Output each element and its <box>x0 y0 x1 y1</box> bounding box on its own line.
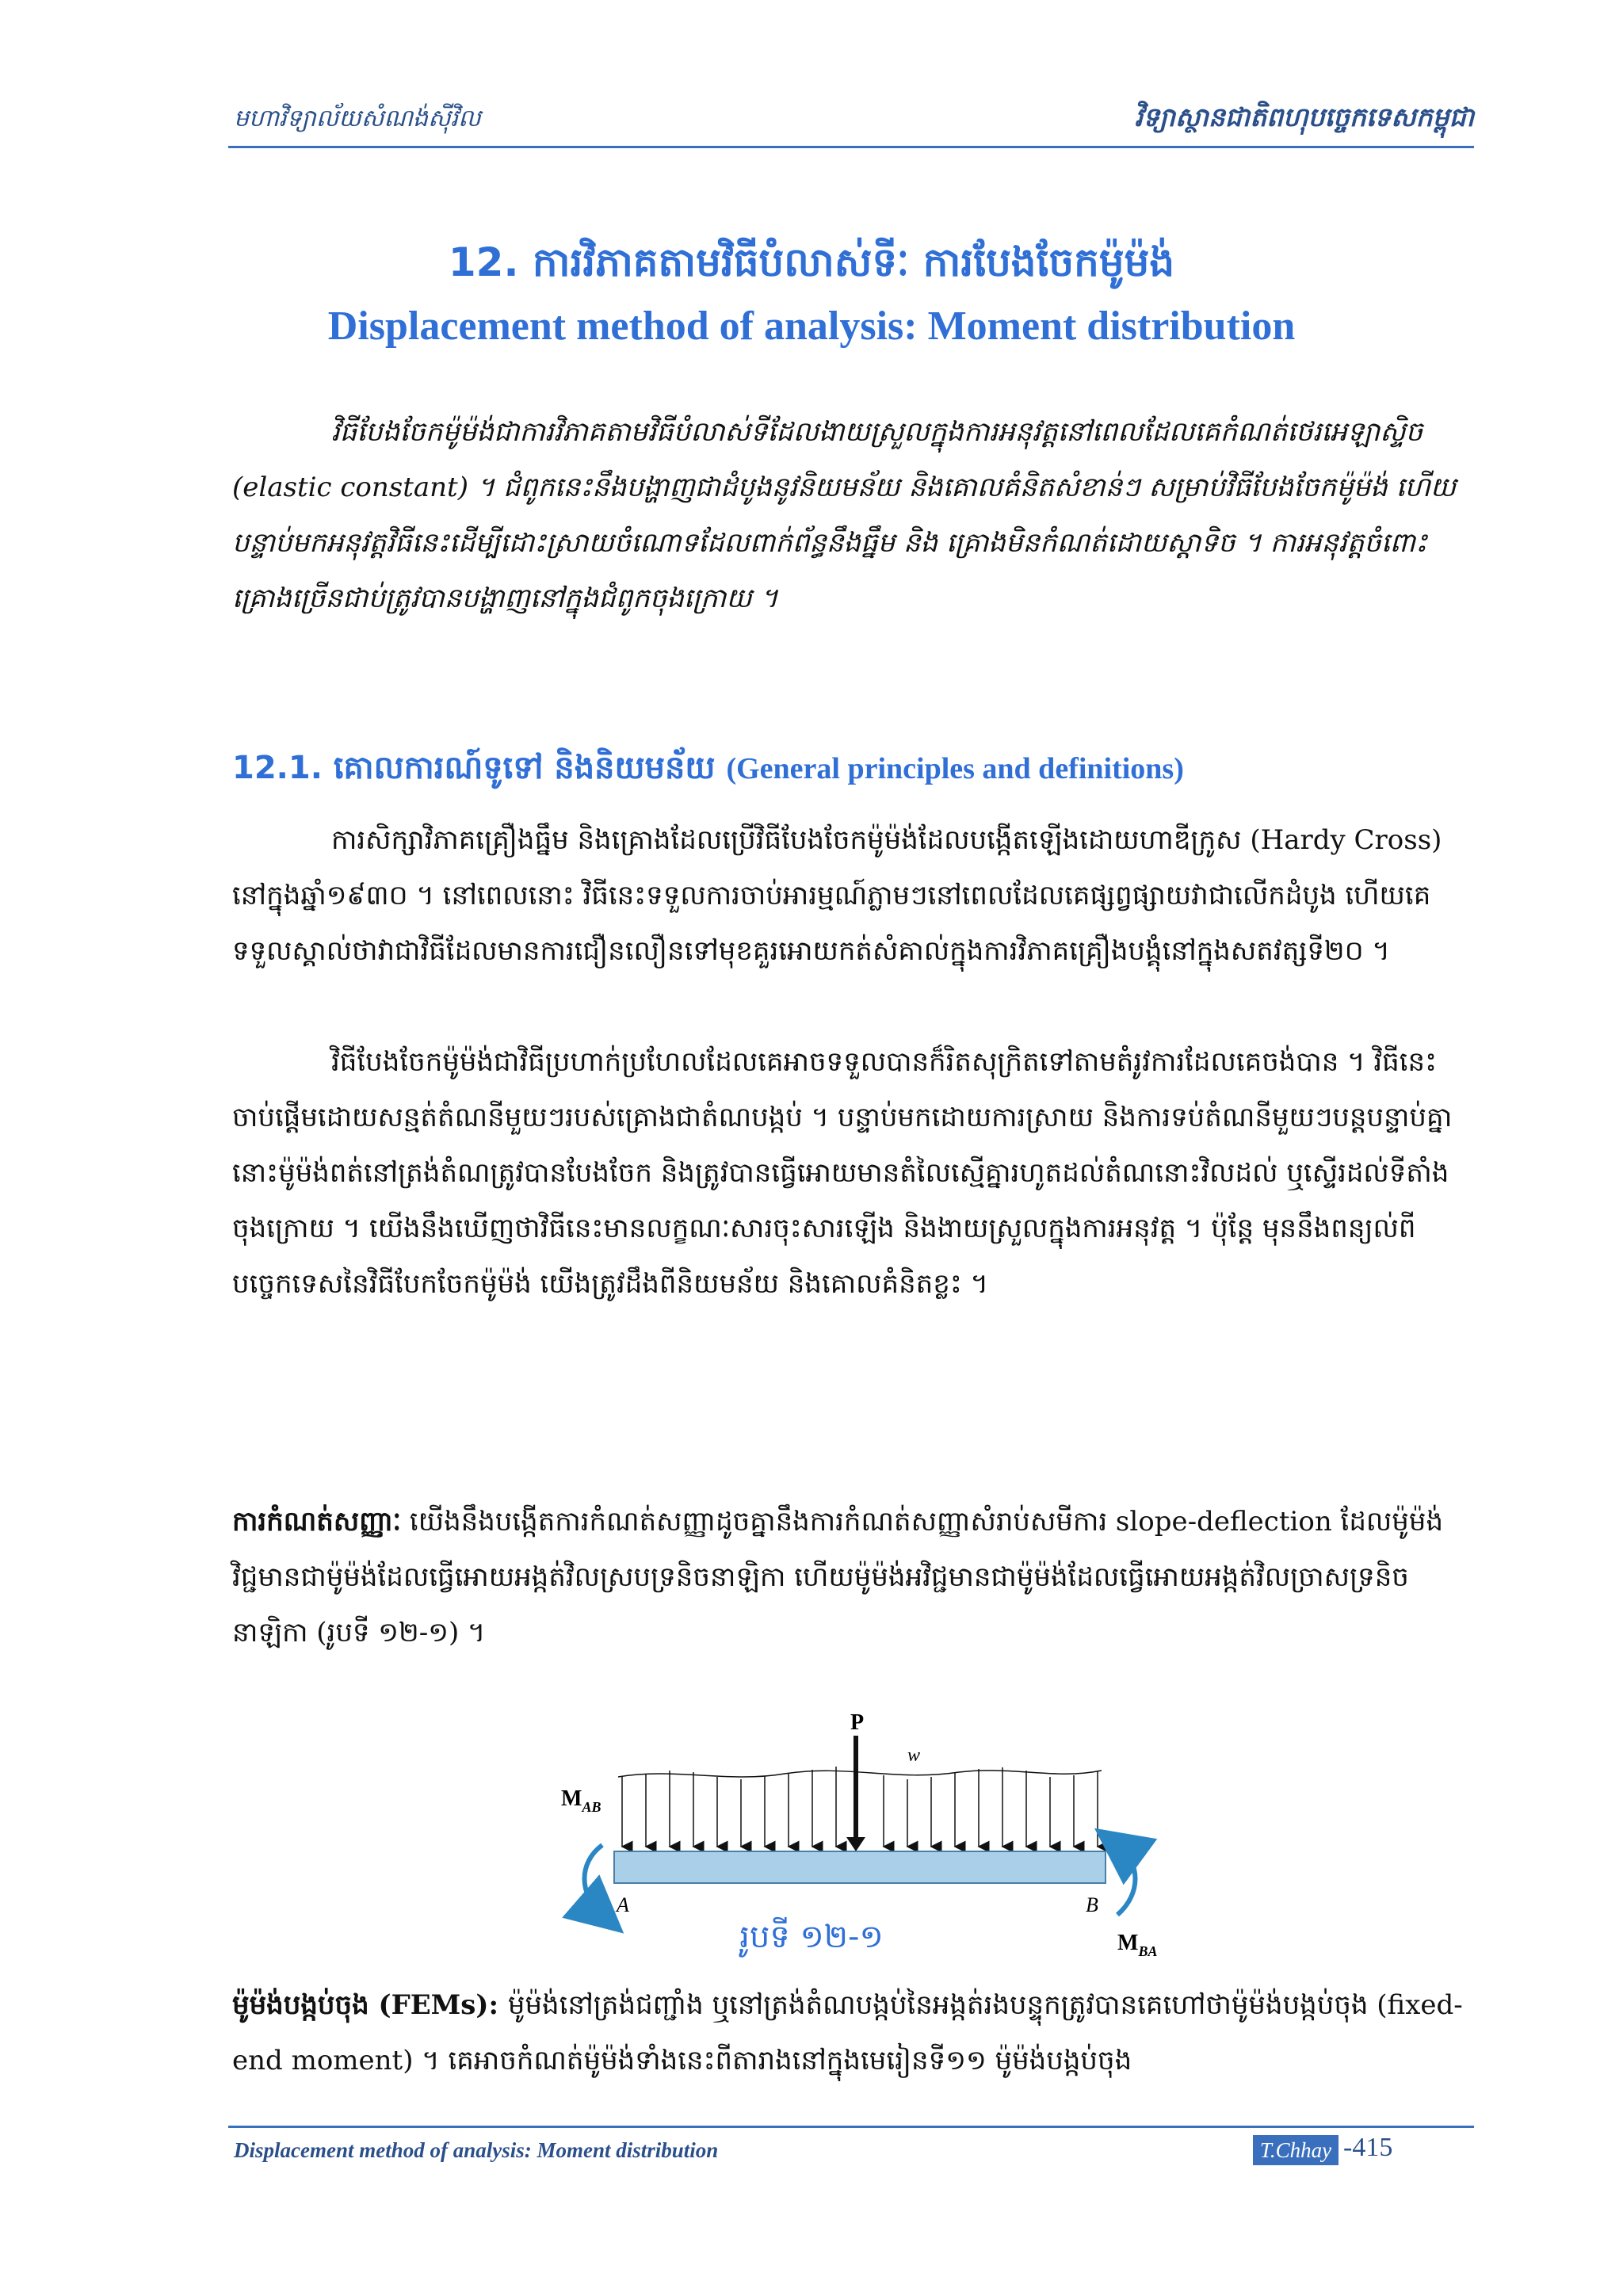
fem-term: ម៉ូម៉ង់បង្កប់ចុង <box>232 1989 369 2021</box>
paragraph-history <box>232 812 1472 979</box>
chapter-title-khmer: 12. ការវិភាគតាមវិធីបំលាស់ទីៈ ការបែងចែកម៉ូម៉ង់ <box>448 239 1175 285</box>
fem-text: ម៉ូម៉ង់នៅត្រង់ជញ្ជាំង ឬនៅត្រង់តំណបង្កប់នៃអង្កត់រងបន្ទុកត្រូវបានគេហៅថាម៉ូម៉ង់បង្កប់ចុង (fixed-end moment) ។ គេអាចកំណត់ម៉ូម៉ង់ទាំងនេះពីតារាងនៅក្នុងមេរៀនទី១១ ម៉ូម៉ង់បង្កប់ចុង <box>232 1989 1463 2076</box>
moment-ba-arrow <box>1117 1845 1136 1915</box>
moment-ba-label: $M_{BA}$ <box>1117 1931 1158 1959</box>
header-institute: វិទ្យាស្ថានជាតិពហុបច្ចេកទេសកម្ពុជា <box>1134 101 1474 132</box>
header-rule <box>228 146 1474 148</box>
moment-ab-label: $M_{AB}$ <box>561 1786 601 1815</box>
node-b-label: B <box>1086 1893 1098 1916</box>
node-a-label: A <box>617 1893 629 1916</box>
chapter-title-english: Displacement method of analysis: Moment distribution <box>327 304 1296 349</box>
paragraph-sign-convention <box>232 1494 1472 1660</box>
distributed-load-curve <box>618 1771 1102 1777</box>
section-title-english: (General principles and definitions) <box>726 752 1184 785</box>
figure-caption: រូបទី ១២-១ <box>739 1919 884 1955</box>
paragraph-fixed-end-moments <box>232 1977 1472 2088</box>
sign-convention-text: យើងនឹងបង្កើតការកំណត់សញ្ញាដូចគ្នានឹងការកំណត់សញ្ញាសំរាប់សមីការ slope-deflection ដែលម៉ូម៉ង់វិជ្ជមានជាម៉ូម៉ង់ដែលធ្វើអោយអង្កត់វិលស្របទ្រនិចនាឡិកា ហើយម៉ូម៉ង់អវិជ្ជមានជាម៉ូម៉ង់ដែលធ្វើអោយអង្កត់វិលច្រាសទ្រនិចនាឡិកា (រូបទី ១២-១) ។ <box>232 1506 1444 1648</box>
intro-paragraph <box>232 404 1472 626</box>
distributed-load-label: w <box>907 1745 921 1766</box>
footer-page-number: -415 <box>1343 2133 1393 2162</box>
fem-abbreviation: (FEMs): <box>369 1989 508 2021</box>
footer-chapter-title: Displacement method of analysis: Moment distribution <box>234 2138 719 2162</box>
paragraph-method-text: វិធីបែងចែកម៉ូម៉ង់ជាវិធីប្រហាក់ប្រហែលដែលគេអាចទទួលបានក៏រិតសុក្រិតទៅតាមតំរូវការដែលគេចង់បាន ។ វិធីនេះចាប់ផ្តើមដោយសន្មត់តំណនីមួយៗរបស់គ្រោងជាតំណបង្កប់ ។ បន្ទាប់មកដោយការស្រាយ និងការទប់តំណនីមួយៗបន្តបន្ទាប់គ្នា នោះម៉ូម៉ង់ពត់នៅត្រង់តំណត្រូវបានបែងចែក និងត្រូវបានធ្វើអោយមានតំលៃស្មើគ្នារហូតដល់តំណនោះវិលដល់ ឬស្ទើរដល់ទីតាំងចុងក្រោយ ។ យើងនឹងឃើញថាវិធីនេះមានលក្ខណៈសារចុះសារឡើង និងងាយស្រួលក្នុងការអនុវត្ត ។ ប៉ុន្តែ មុននឹងពន្យល់ពីបច្ចេកទេសនៃវិធីបែកចែកម៉ូម៉ង់ យើងត្រូវដឹងពីនិយមន័យ និងគោលគំនិតខ្លះ ។ <box>232 1046 1453 1300</box>
point-load-label: P <box>850 1710 865 1735</box>
beam-member <box>614 1851 1106 1883</box>
paragraph-method <box>232 1034 1472 1312</box>
section-title: 12.1. គោលការណ៍ទូទៅ និងនិយមន័យ <box>232 750 716 786</box>
header-faculty: មហាវិទ្យាល័យសំណង់ស៊ីវិល <box>234 105 481 132</box>
footer-author-badge: T.Chhay <box>1253 2135 1338 2165</box>
distributed-load-arrows <box>622 1767 1098 1847</box>
sign-convention-term: ការកំណត់សញ្ញាៈ <box>232 1506 402 1538</box>
moment-ab-arrow <box>585 1845 603 1915</box>
paragraph-history-text: ការសិក្សាវិភាគគ្រឿងធ្នឹម និងគ្រោងដែលប្រើវិធីបែងចែកម៉ូម៉ង់ដែលបង្កើតឡើងដោយហាឌីក្រូស (Hardy Cross) នៅក្នុងឆ្នាំ១៩៣០ ។ នៅពេលនោះ វិធីនេះទទួលការចាប់អារម្មណ៍ភ្លាមៗនៅពេលដែលគេផ្សព្វផ្សាយវាជាលើកដំបូង ហើយគេទទួលស្គាល់ថាវាជាវិធីដែលមានការជឿនលឿនទៅមុខគួរអោយកត់សំគាល់ក្នុងការវិភាគគ្រឿងបង្គុំនៅក្នុងសតវត្សទី២០ ។ <box>232 824 1442 967</box>
intro-text: វិធីបែងចែកម៉ូម៉ង់ជាការវិភាគតាមវិធីបំលាស់ទីដែលងាយស្រួលក្នុងការអនុវត្តនៅពេលដែលគេកំណត់ថេរអេឡាស្ទិច (elastic constant) ។ ជំពូកនេះនឹងបង្ហាញជាដំបូងនូវនិយមន័យ និងគោលគំនិតសំខាន់ៗ សម្រាប់វិធីបែងចែកម៉ូម៉ង់ ហើយបន្ទាប់មកអនុវត្តវិធីនេះដើម្បីដោះស្រាយចំណោទដែលពាក់ព័ន្ធនឹងធ្នឹម និង គ្រោងមិនកំណត់ដោយស្តាទិច ។ ការអនុវត្តចំពោះគ្រោងច្រើនជាប់ត្រូវបានបង្ហាញនៅក្នុងជំពូកចុងក្រោយ ។ <box>232 416 1457 614</box>
section-heading <box>232 747 1184 794</box>
point-load-arrowhead <box>846 1837 865 1851</box>
footer-rule <box>228 2126 1474 2128</box>
